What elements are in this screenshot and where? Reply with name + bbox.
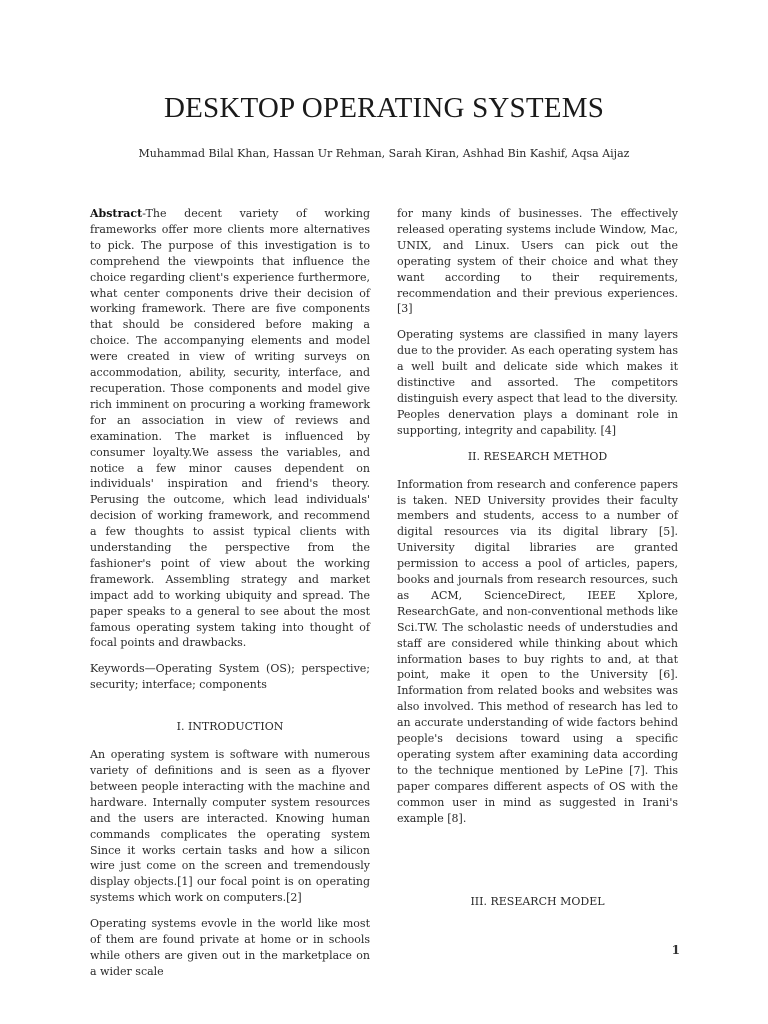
author-list: Muhammad Bilal Khan, Hassan Ur Rehman, Sarah Kiran, Ashhad Bin Kashif, Aqsa Aijaz: [138, 147, 630, 160]
introduction-paragraph-2-continued: for many kinds of businesses. The effectively released operating systems include Window, Mac, UNIX, and Linux. Users can pick out the operating system of their choice and what they want according to their requirements, recommendation and their previous experiences.[3]: [397, 207, 678, 316]
introduction-heading: I. INTRODUCTION: [176, 720, 284, 734]
right-column: [397, 206, 678, 837]
introduction-paragraph-3: Operating systems are classified in many layers due to the provider. As each operating system has a well built and delicate side which makes it distinctive and assorted. The competitors distinguish every aspect that lead to the diversity. Peoples denervation plays a dominant role in supporting, integrity and capability. [4]: [397, 328, 678, 437]
research-model-heading: III. RESEARCH MODEL: [470, 895, 605, 908]
introduction-paragraph-2: Operating systems evovle in the world like most of them are found private at home or in schools while others are given out in the marketplace on a wider scale: [90, 917, 370, 978]
abstract-paragraph: [90, 206, 370, 651]
abstract-text: -The decent variety of working frameworks offer more clients more alternatives to pick. The purpose of this investigation is to comprehend the viewpoints that influence the choice regarding client's experience furthermore, what center components drive their decision of working framework. There are five components that should be considered before making a choice. The accompanying elements and model were created in view of writing surveys on accommodation, ability, security, interface, and recuperation. Those components and model give rich imminent on procuring a working framework for an association in view of reviews and examination. The market is influenced by consumer loyalty.We assess the variables, and notice a few minor causes dependent on individuals' inspiration and friend's theory. Perusing the outcome, which lead individuals' decision of working framework, and recommend a few thoughts to assist typical clients with understanding the perspective from the fashioner's point of view about the working framework. Assembling strategy and market impact add to working ubiquity and spread. The paper speaks to a general to see about the most famous operating system taking into thought of focal points and drawbacks.: [90, 207, 370, 650]
research-method-paragraph: Information from research and conference papers is taken. NED University provides their faculty members and students, access to a number of digital resources via its digital library [5]. University digital libraries are granted permission to access a pool of articles, papers, books and journals from research resources, such as ACM, ScienceDirect, IEEE Xplore, ResearchGate, and non-conventional methods like Sci.TW. The scholastic needs of understudies and staff are considered while thinking about which information bases to buy rights to and, at that point, make it open to the University [6]. Information from related books and websites was also involved. This method of research has led to an accurate understanding of wide factors behind people's decisions toward using a specific operating system after examining data according to the technique mentioned by LePine [7]. This paper compares different aspects of OS with the common user in mind as suggested in Irani's example [8].: [397, 477, 678, 825]
research-method-heading: II. RESEARCH METHOD: [467, 449, 608, 463]
keywords-paragraph: Keywords—Operating System (OS); perspective; security; interface; components: [90, 662, 370, 692]
left-column: [90, 206, 370, 980]
paper-title: DESKTOP OPERATING SYSTEMS: [163, 92, 605, 124]
introduction-paragraph-1: An operating system is software with numerous variety of definitions and is seen as a flyover between people interacting with the machine and hardware. Internally computer system resources and the users are interacted. Knowing human commands complicates the operating system Since it works certain tasks and how a silicon wire just come on the screen and tremendously display objects.[1] our focal point is on operating systems which work on computers.[2]: [90, 748, 370, 905]
page-number: 1: [671, 943, 680, 957]
abstract-label: Abstract: [90, 207, 143, 220]
